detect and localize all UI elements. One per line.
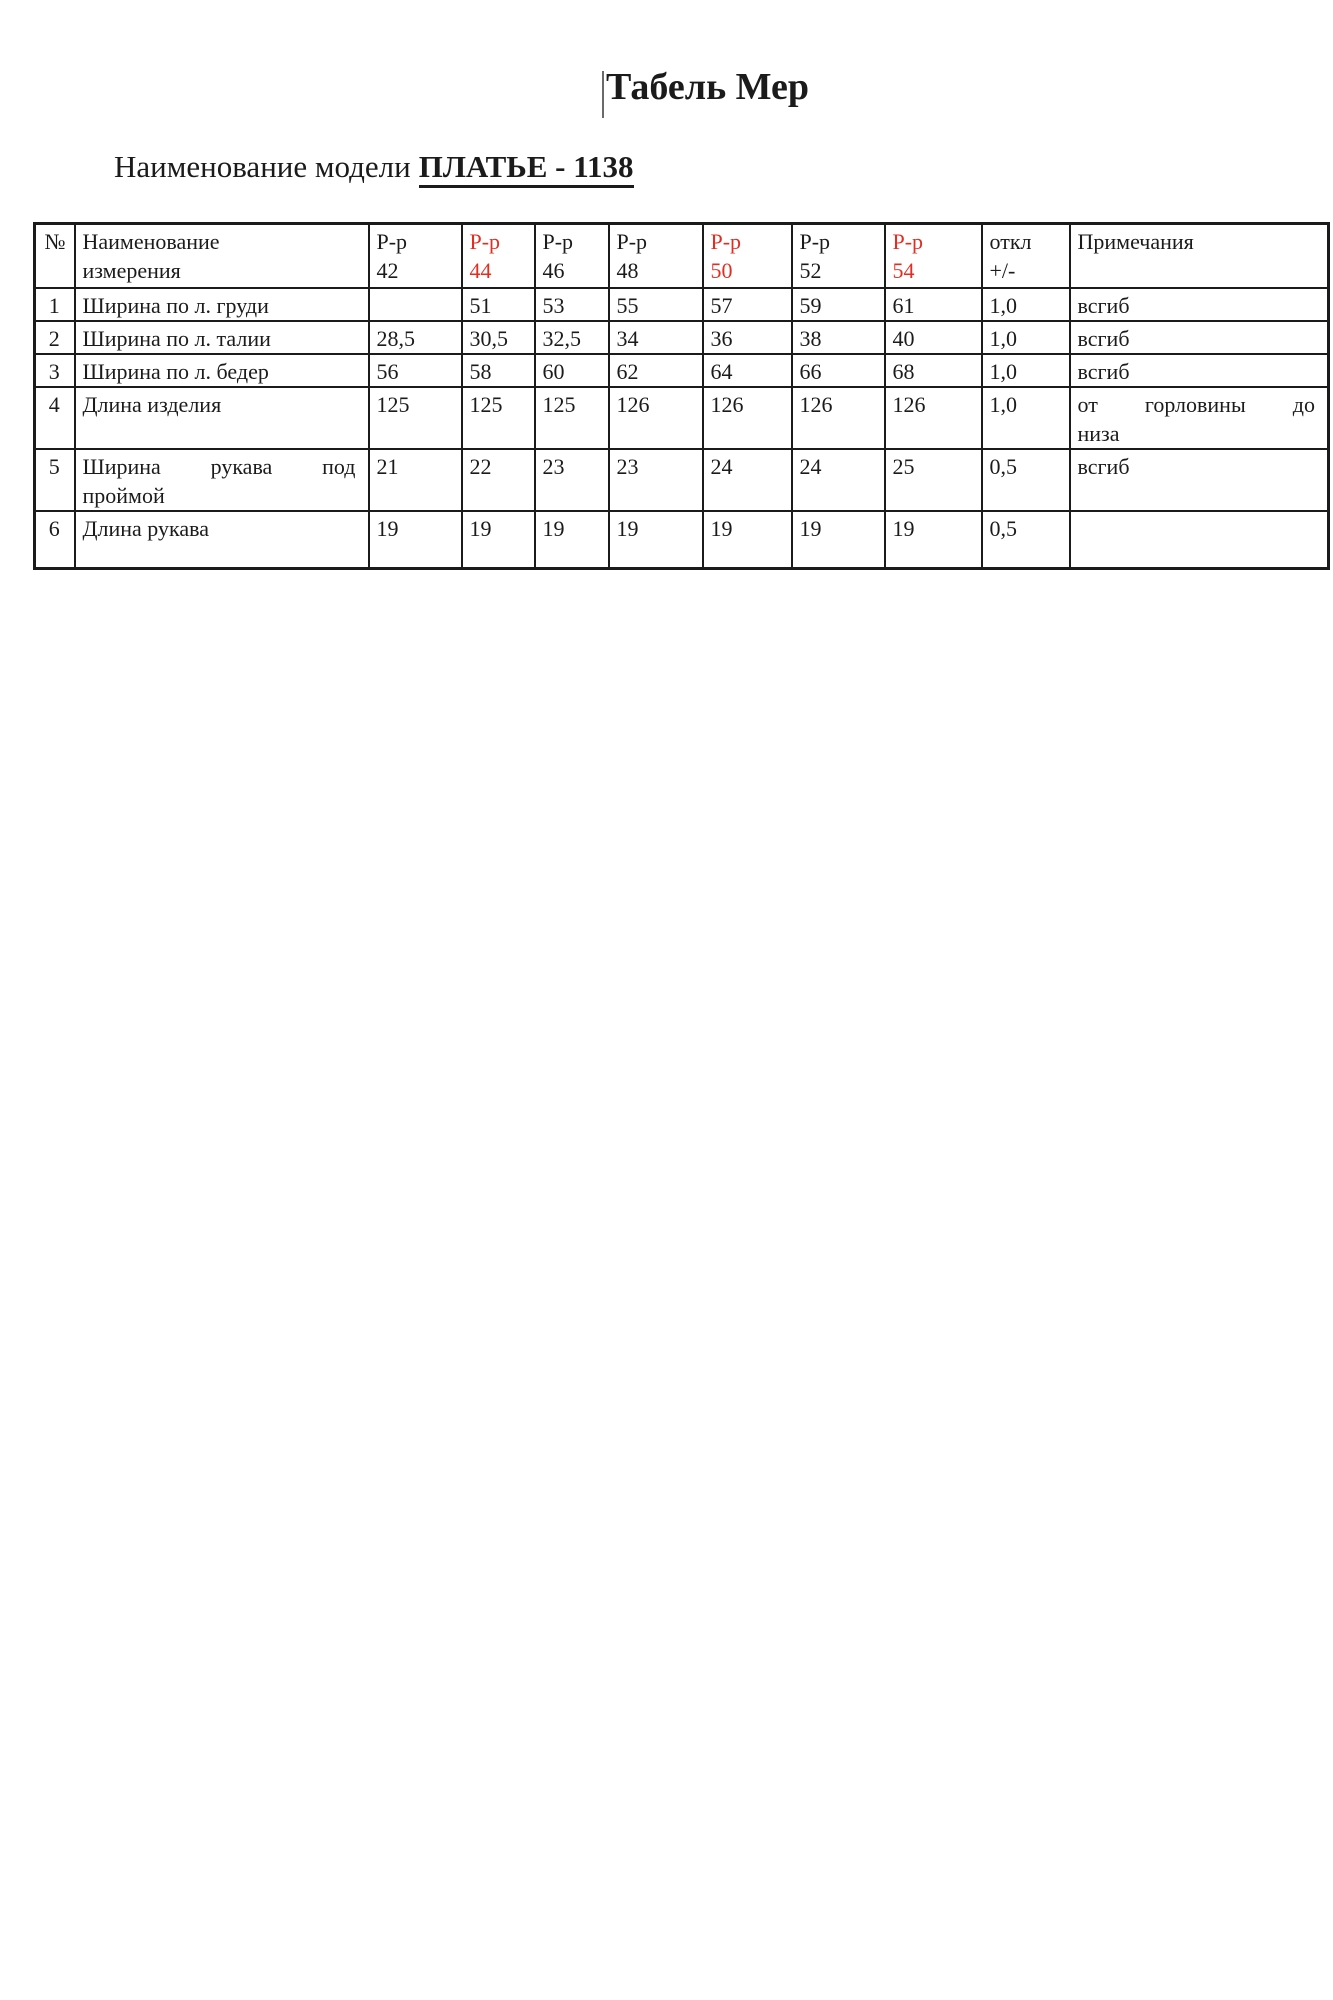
col-header-size-44: Р-р 44 — [462, 224, 535, 288]
value-size-52: 66 — [792, 354, 885, 387]
row-number: 4 — [35, 387, 75, 449]
value-size-42: 19 — [369, 511, 462, 569]
value-size-54: 68 — [885, 354, 982, 387]
value-size-48: 23 — [609, 449, 703, 511]
value-size-52: 126 — [792, 387, 885, 449]
measurement-name: Длина рукава — [75, 511, 369, 569]
value-size-46: 53 — [535, 288, 609, 321]
value-size-54: 61 — [885, 288, 982, 321]
value-size-50: 64 — [703, 354, 792, 387]
table-row-1 — [35, 288, 1329, 321]
deviation-value: 0,5 — [982, 511, 1070, 569]
col-header-size-50: Р-р 50 — [703, 224, 792, 288]
measurement-table — [33, 222, 1330, 570]
value-size-44: 51 — [462, 288, 535, 321]
value-size-42: 21 — [369, 449, 462, 511]
value-size-52: 19 — [792, 511, 885, 569]
note-value: всгиб — [1070, 321, 1329, 354]
table-row-3 — [35, 354, 1329, 387]
value-size-50: 57 — [703, 288, 792, 321]
value-size-46: 32,5 — [535, 321, 609, 354]
value-size-52: 24 — [792, 449, 885, 511]
value-size-46: 19 — [535, 511, 609, 569]
value-size-54: 40 — [885, 321, 982, 354]
deviation-value: 0,5 — [982, 449, 1070, 511]
model-name-line — [114, 148, 634, 185]
value-size-42: 28,5 — [369, 321, 462, 354]
value-size-44: 58 — [462, 354, 535, 387]
measurement-name: Ширина рукава под проймой — [75, 449, 369, 511]
row-number: 3 — [35, 354, 75, 387]
value-size-54: 126 — [885, 387, 982, 449]
value-size-48: 62 — [609, 354, 703, 387]
deviation-value: 1,0 — [982, 321, 1070, 354]
col-header-notes: Примечания — [1070, 224, 1329, 288]
text-cursor — [602, 71, 604, 118]
value-size-50: 19 — [703, 511, 792, 569]
value-size-46: 125 — [535, 387, 609, 449]
model-name-value: ПЛАТЬЕ - 1138 — [419, 149, 634, 188]
row-number: 1 — [35, 288, 75, 321]
col-header-size-48: Р-р 48 — [609, 224, 703, 288]
table-row-5 — [35, 449, 1329, 511]
value-size-54: 19 — [885, 511, 982, 569]
measurement-name: Ширина по л. бедер — [75, 354, 369, 387]
col-header-number: № — [35, 224, 75, 288]
value-size-48: 126 — [609, 387, 703, 449]
note-value — [1070, 511, 1329, 569]
value-size-48: 34 — [609, 321, 703, 354]
row-number: 2 — [35, 321, 75, 354]
value-size-52: 38 — [792, 321, 885, 354]
page-title: Табель Мер — [606, 66, 810, 108]
col-header-deviation: откл +/- — [982, 224, 1070, 288]
deviation-value: 1,0 — [982, 288, 1070, 321]
value-size-48: 19 — [609, 511, 703, 569]
col-header-size-54: Р-р 54 — [885, 224, 982, 288]
value-size-54: 25 — [885, 449, 982, 511]
value-size-50: 36 — [703, 321, 792, 354]
table-row-4 — [35, 387, 1329, 449]
value-size-42: 56 — [369, 354, 462, 387]
measurement-name: Ширина по л. талии — [75, 321, 369, 354]
deviation-value: 1,0 — [982, 387, 1070, 449]
table-row-6 — [35, 511, 1329, 569]
col-header-size-46: Р-р 46 — [535, 224, 609, 288]
measurement-name: Длина изделия — [75, 387, 369, 449]
header-row — [35, 224, 1329, 288]
value-size-48: 55 — [609, 288, 703, 321]
value-size-44: 22 — [462, 449, 535, 511]
value-size-50: 126 — [703, 387, 792, 449]
value-size-50: 24 — [703, 449, 792, 511]
row-number: 5 — [35, 449, 75, 511]
value-size-44: 19 — [462, 511, 535, 569]
col-header-measurement-name: Наименование измерения — [75, 224, 369, 288]
measurement-name: Ширина по л. груди — [75, 288, 369, 321]
value-size-46: 23 — [535, 449, 609, 511]
deviation-value: 1,0 — [982, 354, 1070, 387]
note-value: всгиб — [1070, 449, 1329, 511]
table-row-2 — [35, 321, 1329, 354]
value-size-46: 60 — [535, 354, 609, 387]
value-size-44: 30,5 — [462, 321, 535, 354]
row-number: 6 — [35, 511, 75, 569]
value-size-52: 59 — [792, 288, 885, 321]
model-name-label: Наименование модели — [114, 149, 411, 184]
note-value: всгиб — [1070, 288, 1329, 321]
value-size-42: 125 — [369, 387, 462, 449]
col-header-size-42: Р-р 42 — [369, 224, 462, 288]
col-header-size-52: Р-р 52 — [792, 224, 885, 288]
value-size-44: 125 — [462, 387, 535, 449]
note-value: от горловины до низа — [1070, 387, 1329, 449]
value-size-42 — [369, 288, 462, 321]
note-value: всгиб — [1070, 354, 1329, 387]
